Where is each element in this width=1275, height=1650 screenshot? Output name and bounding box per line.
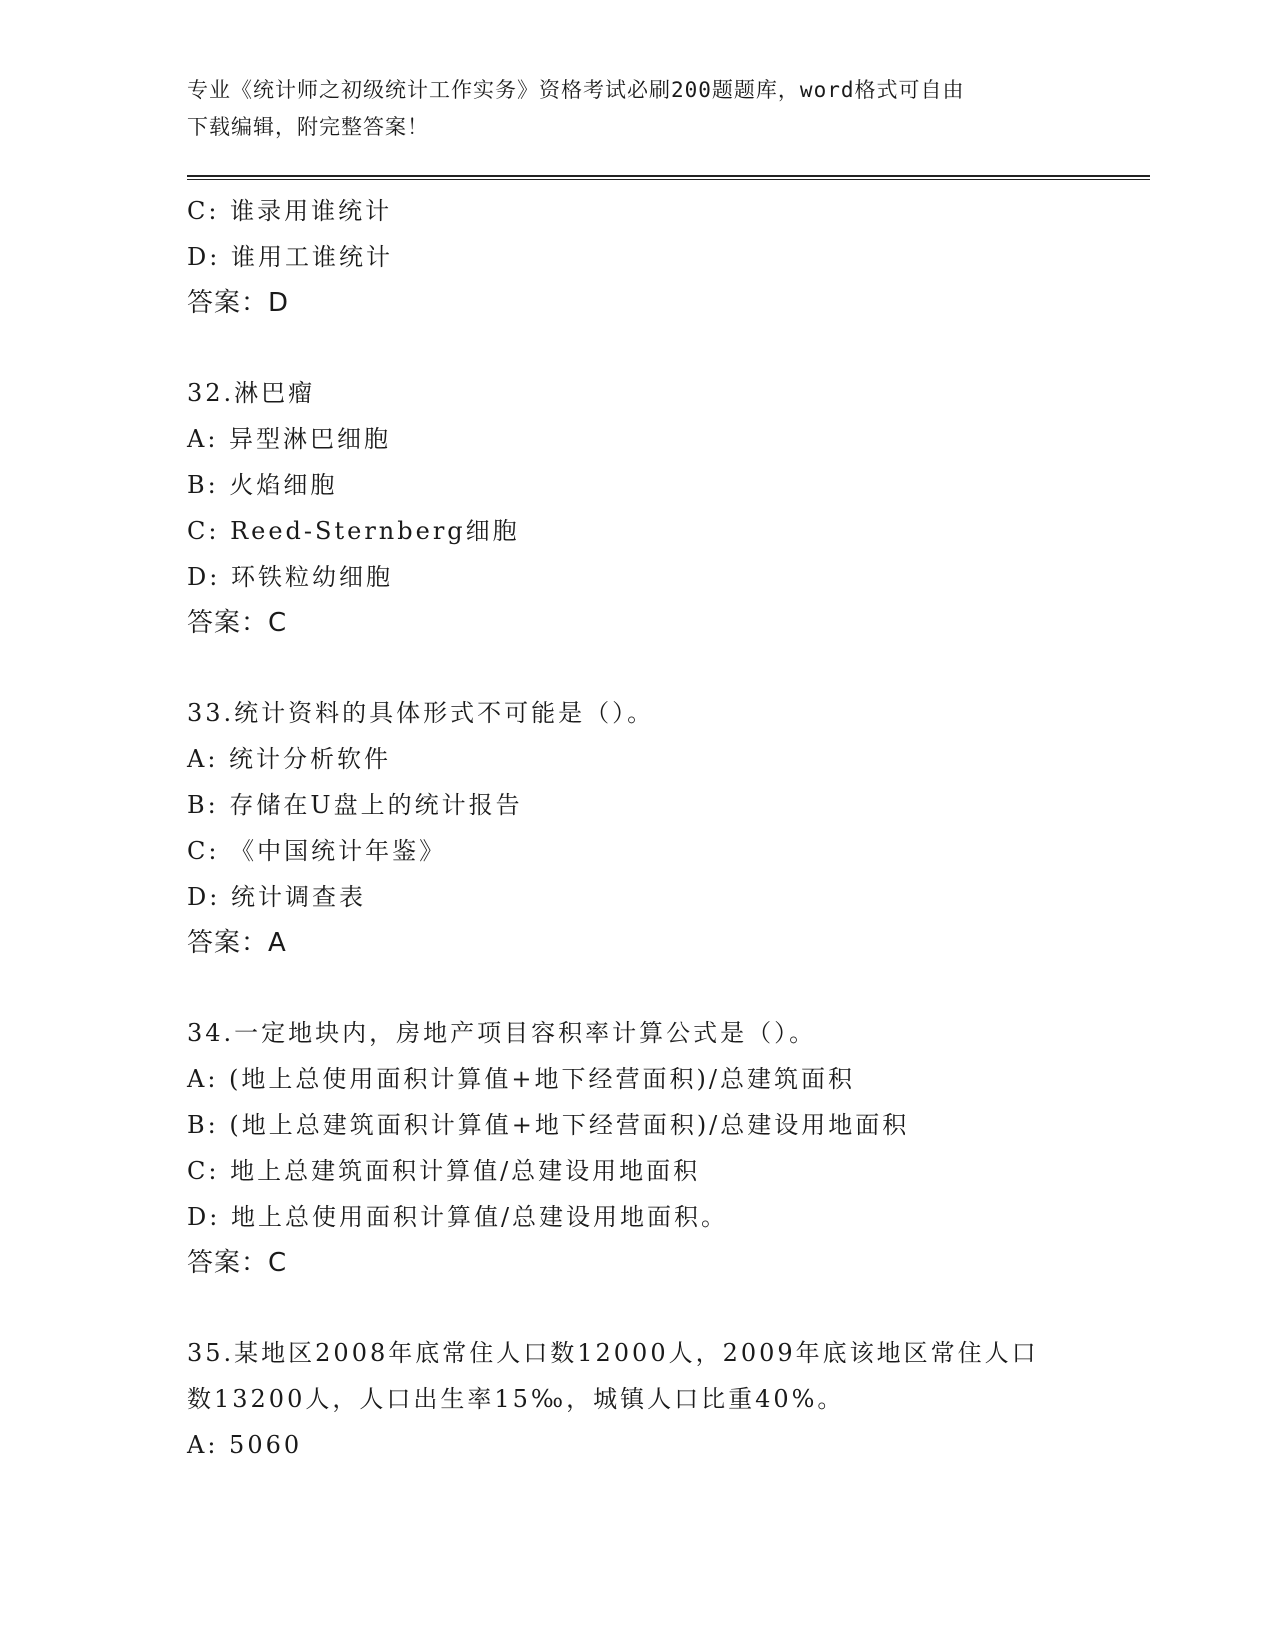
option-a: A: 统计分析软件 <box>187 745 392 773</box>
spacer <box>187 646 1147 690</box>
answer-line: 答案：C <box>187 608 288 638</box>
option-c: C: Reed-Sternberg细胞 <box>187 517 520 545</box>
option-d: D: 地上总使用面积计算值/总建设用地面积。 <box>187 1203 729 1231</box>
option-d: D: 环铁粒幼细胞 <box>187 563 393 591</box>
question-stem: 32.淋巴瘤 <box>187 379 316 407</box>
option-a: A: (地上总使用面积计算值+地下经营面积)/总建筑面积 <box>187 1065 855 1093</box>
question-stem: 34.一定地块内，房地产项目容积率计算公式是（）。 <box>187 1019 817 1047</box>
question-block-35 <box>187 1330 1147 1468</box>
spacer <box>187 1286 1147 1330</box>
option-b: B: (地上总建筑面积计算值+地下经营面积)/总建设用地面积 <box>187 1111 910 1139</box>
header-line-2: 下载编辑，附完整答案！ <box>187 115 429 139</box>
question-block-32 <box>187 370 1147 646</box>
document-header <box>187 72 1087 146</box>
question-stem-line-2: 数13200人，人口出生率15‰，城镇人口比重40%。 <box>187 1385 845 1413</box>
option-d: D: 谁用工谁统计 <box>187 243 393 271</box>
answer-line: 答案：A <box>187 928 287 958</box>
option-b: B: 存储在U盘上的统计报告 <box>187 791 523 819</box>
option-c: C: 地上总建筑面积计算值/总建设用地面积 <box>187 1157 701 1185</box>
option-b: B: 火焰细胞 <box>187 471 338 499</box>
question-block-31 <box>187 188 1147 326</box>
spacer <box>187 326 1147 370</box>
option-c: C: 谁录用谁统计 <box>187 197 393 225</box>
option-c: C: 《中国统计年鉴》 <box>187 837 447 865</box>
header-line-1: 专业《统计师之初级统计工作实务》资格考试必刷200题题库，word格式可自由 <box>187 78 965 102</box>
option-d: D: 统计调查表 <box>187 883 366 911</box>
question-stem-line-1: 35.某地区2008年底常住人口数12000人，2009年底该地区常住人口 <box>187 1339 1039 1367</box>
option-a: A: 5060 <box>187 1431 303 1459</box>
question-block-33 <box>187 690 1147 966</box>
spacer <box>187 966 1147 1010</box>
question-stem: 33.统计资料的具体形式不可能是（）。 <box>187 699 655 727</box>
header-divider <box>187 175 1150 180</box>
question-block-34 <box>187 1010 1147 1286</box>
document-body <box>187 188 1147 1468</box>
option-a: A: 异型淋巴细胞 <box>187 425 392 453</box>
answer-line: 答案：D <box>187 288 290 318</box>
answer-line: 答案：C <box>187 1248 288 1278</box>
